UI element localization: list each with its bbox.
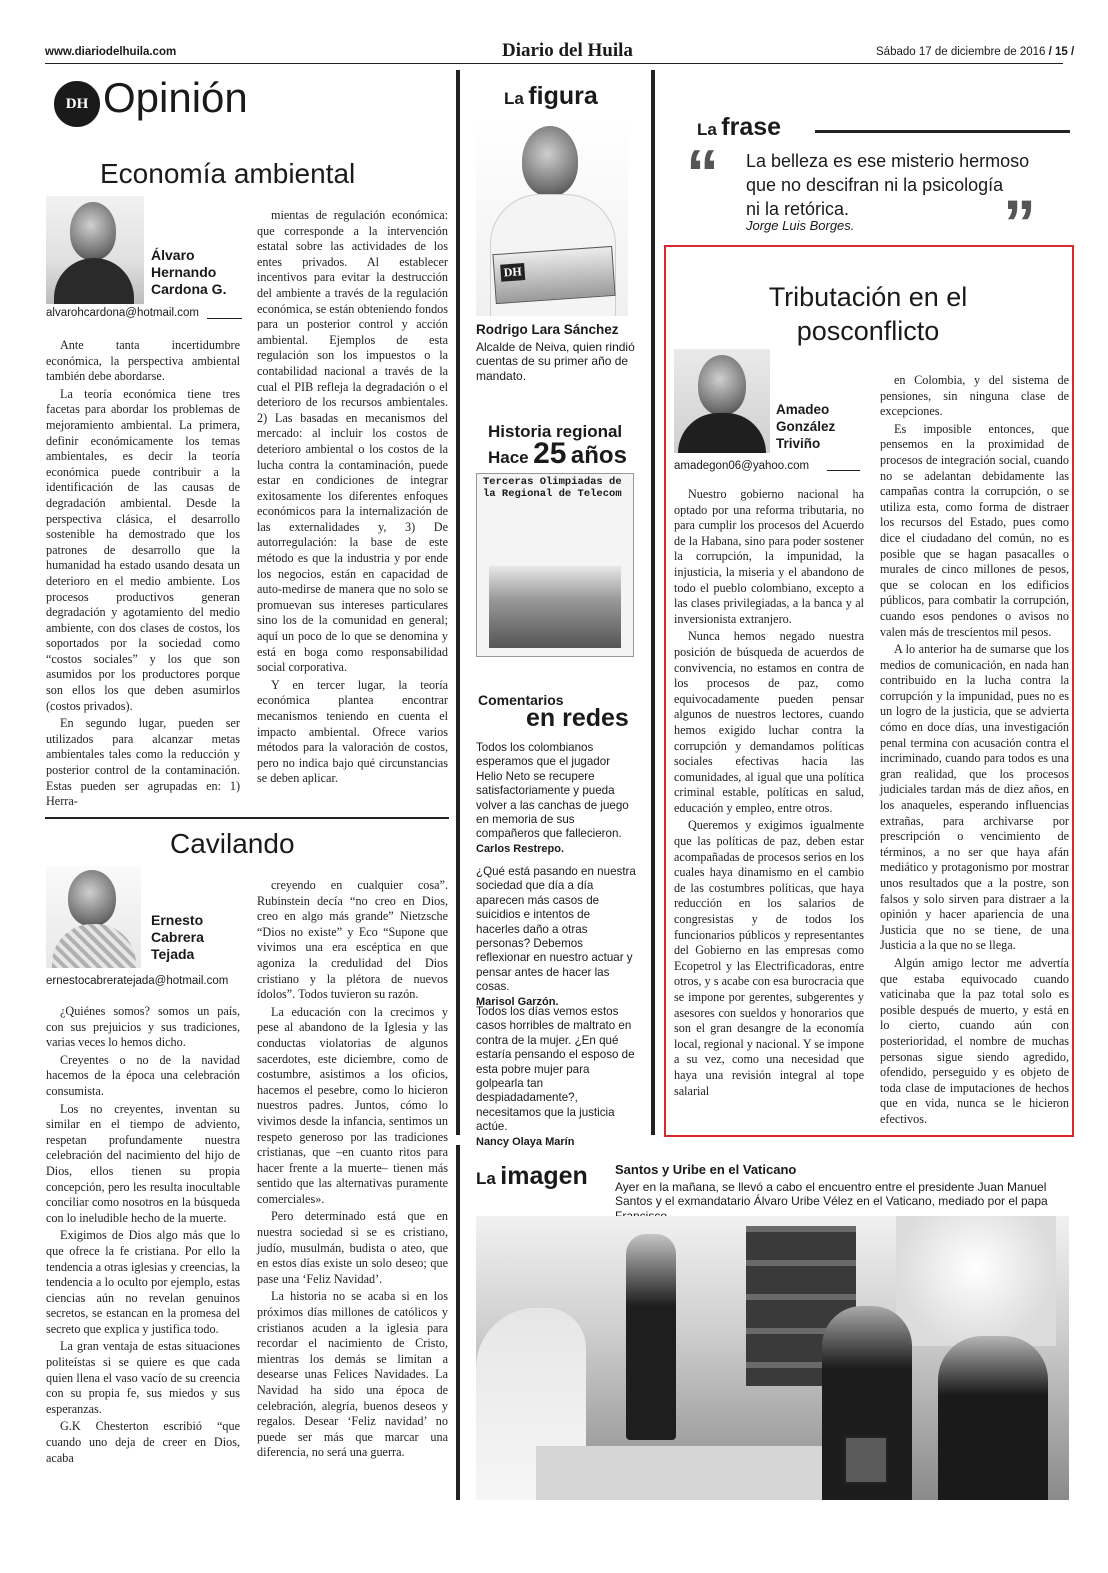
redes-comment-2 [476, 865, 636, 1009]
author-face [698, 355, 746, 415]
author-face [70, 202, 116, 260]
figura-photo [476, 118, 628, 316]
column-divider-2 [651, 70, 655, 1135]
issue-date [876, 46, 1074, 58]
figura-label-big: figura [528, 82, 598, 110]
figura-face [522, 126, 578, 196]
imagen-label-big: imagen [500, 1162, 588, 1190]
paragraph: A lo anterior ha de sumarse que los medios de comunicación, en nada han contribuido en la lucha contra la corrupción y la impunidad, pues no es un logro de la justicia, que se advierta cómo en doce días, una investigación penal termina con acusación contra el incriminado, cuando para todos es una gran realidad, que los procesos judiciales tardan más de diez años, en los anaqueles, esperando influencias extrañas, para archivarse por prescripción o vencimiento de términos, a no ser que haya afán mediático y protagonismo por mostrar unos resultados que a la postre, son falsos y solo sirven para distraer a la opinión y hacer apariencia de una Justicia que no se tiene, de una Justicia a la que no se llega. [880, 642, 1069, 953]
left-bottom-divider [456, 1145, 460, 1500]
economia-title: Economía ambiental [100, 158, 356, 189]
window-light [896, 1216, 1056, 1346]
comment-text: ¿Qué está pasando en nuestra sociedad que día a día aparecen más casos de suicidios e intentos de hacerles daño a otras personas? Debemos reflexionar en nuestro actuar y pensar antes de hacer las cosas. [476, 865, 636, 994]
masthead-bold: Huila [587, 40, 633, 61]
historia-title [488, 421, 627, 470]
redes-heading [478, 692, 629, 733]
quote-line-1: La belleza es ese misterio hermoso [746, 151, 1030, 171]
figura-newspaper [492, 246, 615, 304]
figura-caption: Alcalde de Neiva, quien rindió cuentas de su primer año de mandato. [476, 340, 635, 383]
historia-prefix: Hace [488, 448, 529, 467]
paragraph: En segundo lugar, pueden ser utilizados para alcanzar metas ambientales tales como la reducción y posterior control de la contaminación. Estas pueden ser agrupadas en: 1) Herra- [46, 716, 240, 809]
imagen-heading [476, 1162, 588, 1191]
paragraph: mientas de regulación económica: que corresponde a la intervención estatal sobre las actividades de los entes privados. Al establecer incentivos para evitar la destrucción del ambiente a través de la regulación económica, se están obteniendo fondos para un posterior control y acción ambiental. Ejemplos de esta regulación son los impuestos o la contabilidad nacional a través de la cual el PIB refleja la degradación o el deterioro de los recursos ambientales. 2) Las basadas en mecanismos del mercado: al incluir los costos de deterioro ambiental o los costos de la lucha contra la contaminación, puede estar en condiciones de integrar exitosamente los diferentes enfoques económicos para la internalización de las externalidades y, 3) De autorregulación: la base de este método es que la industria y por ende los negocios, están en capacidad de auto-medirse de manera que no solo se promuevan sus intereses particulares sino los de la comunidad en general; aquí un poco de lo que se denomina y está en boga como responsabilidad social corporativa. [257, 208, 448, 675]
paragraph: creyendo en cualquier cosa”. Rubinstein decía “no creo en Dios, creo en algo más grande” Nietzsche “Dios no existe” y Eco “Supone que vivimos una era escéptica en que agoniza la credulidad del Dios cristiano y la plétora de nuevos ídolos”. Todos tuvieron su razón. [257, 878, 448, 1002]
paragraph: Pero determinado está que en nuestra sociedad si se es cristiano, judío, musulmán, budista o ateo, que en estos días existe un solo deseo; que pase una ‘Feliz Navidad’. [257, 1209, 448, 1286]
gift-box [844, 1436, 888, 1484]
paragraph: Y en tercer lugar, la teoría económica plantea encontrar mecanismos teniendo en cuenta el impacto ambiental. Ofrece varios métodos para la valoración de costos, pero no indica bajo qué circunstancias se deben aplicar. [257, 677, 448, 786]
frase-rule [815, 130, 1070, 133]
table-desk [536, 1446, 836, 1500]
section-title: Opinión [103, 74, 248, 121]
close-quote-icon: ” [1003, 186, 1036, 260]
cavilando-title: Cavilando [170, 828, 295, 859]
cavilando-author-email[interactable]: ernestocabreratejada@hotmail.com [46, 975, 229, 987]
paragraph: Creyentes o no de la navidad hacemos de la época una celebración consumista. [46, 1052, 240, 1098]
header-rule [45, 63, 1063, 64]
paragraph: La teoría económica tiene tres facetas para abordar los problemas de mejoramiento ambiental. La primera, definir económicamente los temas ambientales, es decir la teoría económica puede contribuir a la identificación de las causas de degradación ambiental. Desde la perspectiva clásica, el desarrollo sostenible ha demostrado que los patrones de desarrollo que la humanidad ha estado usando desata un deterioro en el medio ambiente. Los procesos productivos generan degradación y agotamiento del medio ambiente, con dos clases de costos, los soportados por la sociedad como “costos sociales” y los que son asumidos por los productores porque son ellos los que deben asumirlos (costos privados). [46, 386, 240, 713]
economia-author-name: Álvaro Hernando Cardona G. [151, 247, 227, 297]
imagen-label-small: La [476, 1169, 496, 1188]
frase-label-small: La [697, 120, 717, 139]
cavilando-col1 [46, 1004, 240, 1468]
economia-author-photo [46, 196, 144, 304]
cavilando-author-photo [46, 866, 141, 968]
paragraph: Exigimos de Dios algo más que lo que ofrece la fe cristiana. Por ello la tendencia a otras iglesias y creencias, la tendencia a lo oculto por ejemplo, estas ciencias aún no revelan genuinos secretos, se estancan en la promesa del secreto que explica y justifica todo. [46, 1228, 240, 1336]
paragraph: La educación con la crecimos y pese al abandono de la Iglesia y las conductas violatorias de algunos sacerdotes, este diciembre, como de costumbre, asistimos a los oficios, hacemos el pesebre, como lo hicieron nuestros padres. Juntos, cómo lo vivimos desde la infancia, sentimos un respeto generoso por las tradiciones cristianas, que –en cuanto ritos para hacer frente a la muerte– tienen más sentido que las alternativas puramente comerciales». [257, 1004, 448, 1206]
paragraph: Algún amigo lector me advertía que estaba equivocado cuando vaticinaba que la paz total solo es posible después de muerto, y está en lo cierto, cuando aún con posterioridad, el nombre de muchas personas sigue siendo agredido, ofendido, perseguido y es objeto de toda clase de imputaciones de hechos que en vida, nunca se le hicieron efectivos. [880, 955, 1069, 1126]
paragraph: Nuestro gobierno nacional ha optado por una reforma tributaria, no para cumplir los procesos del Acuerdo de la Habana, sino para poder sostener la corrupción, la impunidad, la injusticia, la miseria y el abandono de todo el pueblo colombiano, excepto a las clases privilegiadas, a la banca y al inversionista extranjero. [674, 487, 864, 626]
comment-author: Nancy Olaya Marín [476, 1135, 575, 1148]
comment-author: Marisol Garzón. [476, 995, 559, 1008]
author-suit [678, 413, 766, 453]
tributacion-col1 [674, 487, 864, 1101]
page-number: / 15 / [1048, 46, 1075, 58]
quote-line-3: ni la retórica. [746, 199, 850, 219]
paragraph: Queremos y exigimos igualmente que las políticas de paz, deben estar acompañadas de procesos serios en los cuales haya dinamismo en el cambio de las costumbres políticas, que haya reducción en los salarios de congresistas y de todos los funcionarios públicos y representantes del Gobierno en las empresas como Ecopetrol y las Electrificadoras, entre otros, y s acabe con esa burocracia que se impone por gerentes, subgerentes y asesores con sueldos y honorarios que son el gran desangre de la economía local, regional y nacional. Y se impone a su vez, como una necesidad que haya una revisión integral al tope salarial [674, 818, 864, 1098]
masthead-prefix: Diario del [502, 40, 583, 61]
historia-years: 25 [533, 437, 567, 470]
frase-quote [746, 149, 1029, 221]
paragraph: Los no creyentes, inventan su similar en el tiempo de adviento, respetan profundamente nuestra celebración del nacimiento del hijo de Dios, ellos tienen su propia concepción, pero les resulta inocultable conciliar como nosotros en la búsqueda con lo ineludible hecho de la muerte. [46, 1101, 240, 1225]
economia-col1 [46, 338, 240, 812]
paragraph: ¿Quiénes somos? somos un país, con sus prejuicios y sus tradiciones, varias veces lo hemos dicho. [46, 1004, 240, 1050]
figura-name: Rodrigo Lara Sánchez [476, 322, 619, 337]
figura-heading [504, 82, 598, 111]
historia-clipping [476, 473, 634, 657]
imagen-photo [476, 1216, 1069, 1500]
imagen-caption: Ayer en la mañana, se llevó a cabo el encuentro entre el presidente Juan Manuel Santos y el exmandatario Álvaro Uribe Vélez en el Vaticano, mediado por el papa [615, 1180, 1048, 1209]
economia-col2 [257, 208, 448, 789]
dh-logo [54, 81, 100, 127]
email-rule [207, 318, 242, 319]
tributacion-author-email[interactable]: amadegon06@yahoo.com [674, 460, 810, 472]
tributacion-col2 [880, 373, 1069, 1130]
historia-title-line1: Historia regional [488, 422, 623, 441]
tributacion-author-photo [674, 349, 770, 453]
paragraph: La historia no se acaba si en los próximos días millones de católicos y cristianos acuden a la iglesia para recordar el nacimiento de Cristo, mientras los demás se limitan a desearse unas Felices Navidades. La Navidad ha sido una época de celebración, alegría, buenos deseos y regalos. Desear ‘Feliz navidad’ no puede ser más que marcar una diferencia, no será una guerra. [257, 1289, 448, 1460]
date-text: Sábado 17 de diciembre de 2016 [876, 46, 1046, 58]
logo-text: DH [65, 96, 89, 112]
comment-text: Todos los colombianos esperamos que el jugador Helio Neto se recupere satisfactoriamente y pueda volver a las canchas de juego en memoria de sus compañeros que fallecieron. [476, 741, 629, 841]
paragraph: La gran ventaja de estas situaciones politeístas si se quiere es que cada quien llena el vaso vacío de su creencia con su propia fe, sus miedos y sus esperanzas. [46, 1339, 240, 1416]
paragraph: Ante tanta incertidumbre económica, la perspectiva ambiental también debe abordarse. [46, 338, 240, 384]
cavilando-col2 [257, 878, 448, 1463]
author-face [68, 870, 116, 926]
comment-author: Carlos Restrepo. [476, 842, 565, 855]
paragraph: Nunca hemos negado nuestra posición de búsqueda de acuerdos de convivencia, no estamos en contra de los procesos de paz, como equivocadamente pueden pensar algunos de nuestros lectores, cuando hemos exigido luchar contra la corrupción y demandamos políticas sociales efectivas hacia las comunidades, al igual que una política criminal estable, políticas en salud, educación y empleo, entre otros. [674, 629, 864, 815]
redes-title-small: Comentarios [478, 692, 564, 708]
redes-comment-1 [476, 741, 636, 856]
email-rule [827, 470, 860, 471]
figure-seated-right [938, 1336, 1048, 1500]
frase-label-big: frase [721, 113, 782, 141]
historia-suffix: años [570, 442, 627, 469]
quote-line-2: que no descifran ni la psicología [746, 175, 1004, 195]
comment-text: Todos los días vemos estos casos horribles de maltrato en contra de la mujer. ¿En qué estaría pensando el esposo de esta pobre mujer para golpearla tan despiadadamente?, necesitamos que la justicia actúe. [476, 1005, 635, 1134]
tributacion-title-line1: Tributación en el [768, 282, 968, 312]
tributacion-title-line2: posconflicto [796, 316, 940, 346]
figura-label-small: La [504, 89, 524, 108]
author-shirt [52, 924, 136, 968]
paragraph: en Colombia, y del sistema de pensiones, sin ninguna clase de excepciones. [880, 373, 1069, 419]
tributacion-title [668, 280, 1068, 348]
redes-comment-3 [476, 1005, 636, 1149]
clip-headline: Terceras Olimpiadas de la Regional de Telecom [483, 476, 622, 500]
clip-photo [489, 566, 621, 648]
imagen-headline: Santos y Uribe en el Vaticano [615, 1162, 797, 1177]
masthead [502, 40, 633, 62]
cavilando-author-name: Ernesto Cabrera Tejada [151, 912, 204, 962]
historia-title-line2 [488, 437, 627, 470]
tributacion-author-name: Amadeo González Triviño [776, 402, 836, 451]
economia-author-email[interactable]: alvarohcardona@hotmail.com [46, 307, 199, 319]
figure-standing [626, 1234, 676, 1440]
section-separator [45, 817, 449, 819]
redes-title-big: en redes [526, 704, 629, 732]
paragraph: Es imposible entonces, que pensemos en la proximidad de procesos de integración social, cuando no se adelantan debidamente las campañas contra la corrupción, o se utiliza esta, como forma de distraer los recursos del Estado, pues como dice el ciudadano del común, no es posible que se hagan pasacalles o murales de cinco millones de pesos, que se colocan en los edificios públicos, para combatir la corrupción, cuando esos pendones o avisos no valen más de trescientos mil pesos. [880, 421, 1069, 639]
frase-author: Jorge Luis Borges. [746, 218, 855, 233]
newspaper-logo: DH [500, 263, 525, 282]
column-divider-1 [456, 70, 460, 1135]
paragraph: G.K Chesterton escribió “que cuando uno deja de creer en Dios, acaba [46, 1419, 240, 1465]
author-suit [54, 258, 134, 304]
open-quote-icon: “ [686, 136, 719, 210]
website-url[interactable]: www.diariodelhuila.com [45, 46, 177, 58]
